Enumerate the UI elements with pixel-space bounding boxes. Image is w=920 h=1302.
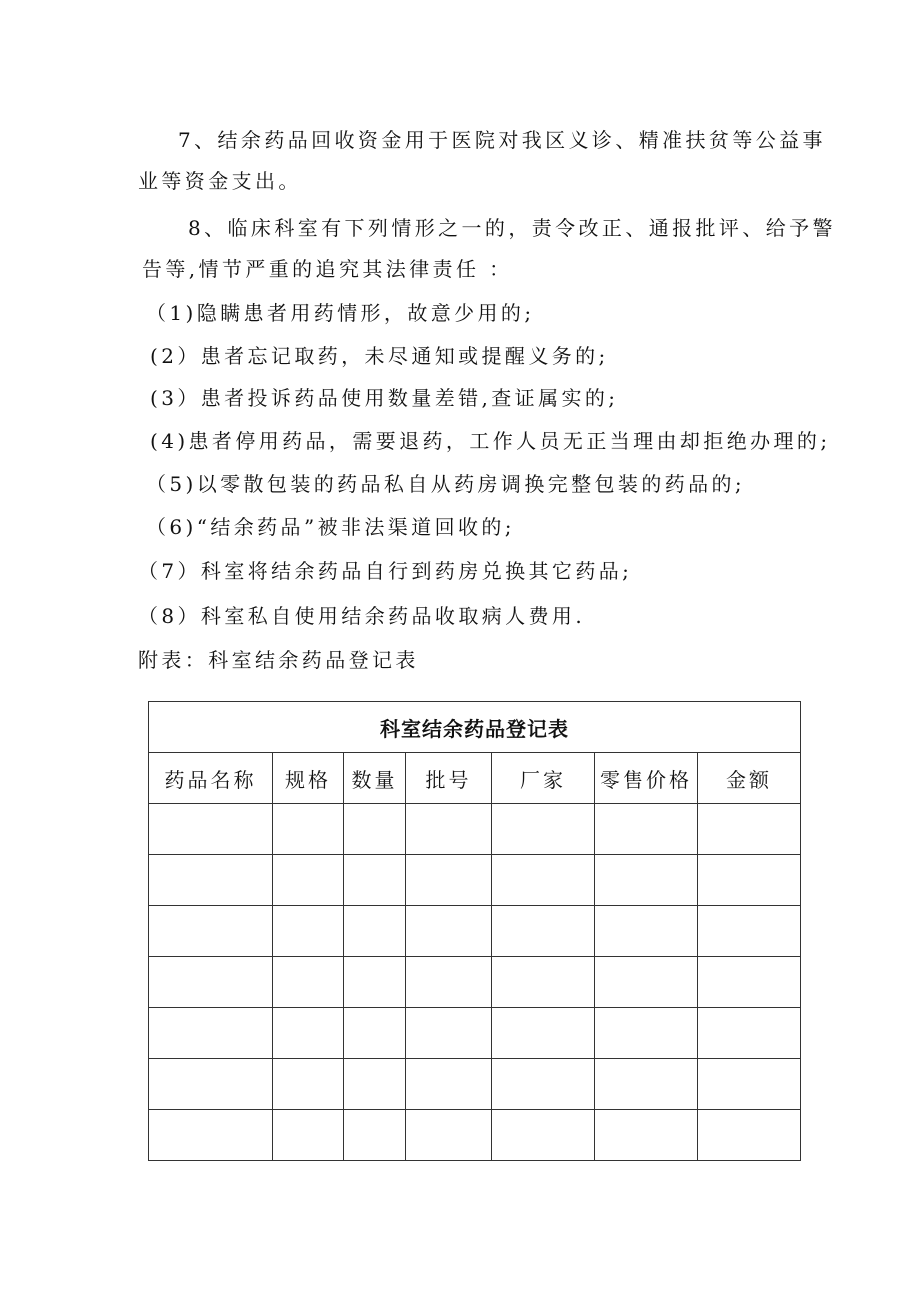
- table-cell: [149, 804, 273, 855]
- table-cell: [149, 1059, 273, 1110]
- table-row: [149, 1110, 801, 1161]
- table-cell: [406, 1059, 492, 1110]
- table-cell: [406, 1110, 492, 1161]
- paragraph-7-line-1: 7、结余药品回收资金用于医院对我区义诊、精准扶贫等公益事: [178, 128, 826, 152]
- list-item-3: (3）患者投诉药品使用数量差错,查证属实的;: [150, 386, 619, 410]
- header-drug-name: 药品名称: [149, 753, 273, 804]
- attachment-label: 附表：科室结余药品登记表: [138, 648, 419, 672]
- table-cell: [149, 906, 273, 957]
- header-amount: 金额: [698, 753, 801, 804]
- table-cell: [595, 1110, 698, 1161]
- header-specification: 规格: [273, 753, 344, 804]
- table-cell: [344, 855, 406, 906]
- table-cell: [406, 906, 492, 957]
- table-cell: [492, 957, 595, 1008]
- table-cell: [406, 957, 492, 1008]
- table-cell: [698, 957, 801, 1008]
- header-retail-price: 零售价格: [595, 753, 698, 804]
- table-cell: [149, 957, 273, 1008]
- table-row: [149, 957, 801, 1008]
- table-cell: [344, 1059, 406, 1110]
- table-cell: [698, 855, 801, 906]
- table-cell: [273, 855, 344, 906]
- table-cell: [698, 1008, 801, 1059]
- table-cell: [492, 906, 595, 957]
- table-cell: [698, 804, 801, 855]
- table-cell: [273, 1008, 344, 1059]
- table-cell: [492, 804, 595, 855]
- table-cell: [492, 1008, 595, 1059]
- table-cell: [492, 1110, 595, 1161]
- table-cell: [595, 804, 698, 855]
- table-cell: [595, 1059, 698, 1110]
- table-cell: [149, 855, 273, 906]
- table-cell: [698, 1110, 801, 1161]
- table-row: [149, 804, 801, 855]
- table-cell: [273, 906, 344, 957]
- table-cell: [406, 1008, 492, 1059]
- list-item-4: (4)患者停用药品，需要退药，工作人员无正当理由却拒绝办理的;: [150, 429, 831, 453]
- table-row: [149, 855, 801, 906]
- table-cell: [406, 804, 492, 855]
- table-cell: [149, 1008, 273, 1059]
- table-cell: [149, 1110, 273, 1161]
- paragraph-8-line-1: 8、临床科室有下列情形之一的，责令改正、通报批评、给予警: [188, 216, 836, 240]
- table-cell: [344, 957, 406, 1008]
- table-row: [149, 1008, 801, 1059]
- table-row: [149, 906, 801, 957]
- list-item-1: （1)隐瞒患者用药情形，故意少用的;: [146, 301, 535, 325]
- paragraph-7-line-2: 业等资金支出。: [138, 169, 302, 193]
- table-cell: [406, 855, 492, 906]
- list-item-7: （7）科室将结余药品自行到药房兑换其它药品;: [138, 559, 633, 583]
- table-cell: [344, 906, 406, 957]
- table-cell: [595, 906, 698, 957]
- table-cell: [344, 1110, 406, 1161]
- list-item-6: （6)“结余药品”被非法渠道回收的;: [146, 515, 515, 539]
- table-row: [149, 1059, 801, 1110]
- table-cell: [492, 1059, 595, 1110]
- paragraph-8-line-2: 告等,情节严重的追究其法律责任 ：: [142, 257, 513, 281]
- list-item-5: （5)以零散包装的药品私自从药房调换完整包装的药品的;: [146, 472, 746, 496]
- header-manufacturer: 厂家: [492, 753, 595, 804]
- header-batch-number: 批号: [406, 753, 492, 804]
- table-cell: [273, 957, 344, 1008]
- table-cell: [344, 1008, 406, 1059]
- table-cell: [595, 855, 698, 906]
- table-cell: [595, 1008, 698, 1059]
- table-cell: [492, 855, 595, 906]
- table-cell: [273, 1110, 344, 1161]
- table-cell: [344, 804, 406, 855]
- table-cell: [595, 957, 698, 1008]
- table-cell: [698, 906, 801, 957]
- table-cell: [273, 1059, 344, 1110]
- table-cell: [273, 804, 344, 855]
- table-cell: [698, 1059, 801, 1110]
- drug-register-table: [148, 701, 801, 1161]
- table-header-row: [149, 753, 801, 804]
- header-quantity: 数量: [344, 753, 406, 804]
- list-item-8: （8）科室私自使用结余药品收取病人费用.: [138, 604, 586, 628]
- list-item-2: (2）患者忘记取药，未尽通知或提醒义务的;: [150, 344, 609, 368]
- table-title: 科室结余药品登记表: [149, 702, 801, 753]
